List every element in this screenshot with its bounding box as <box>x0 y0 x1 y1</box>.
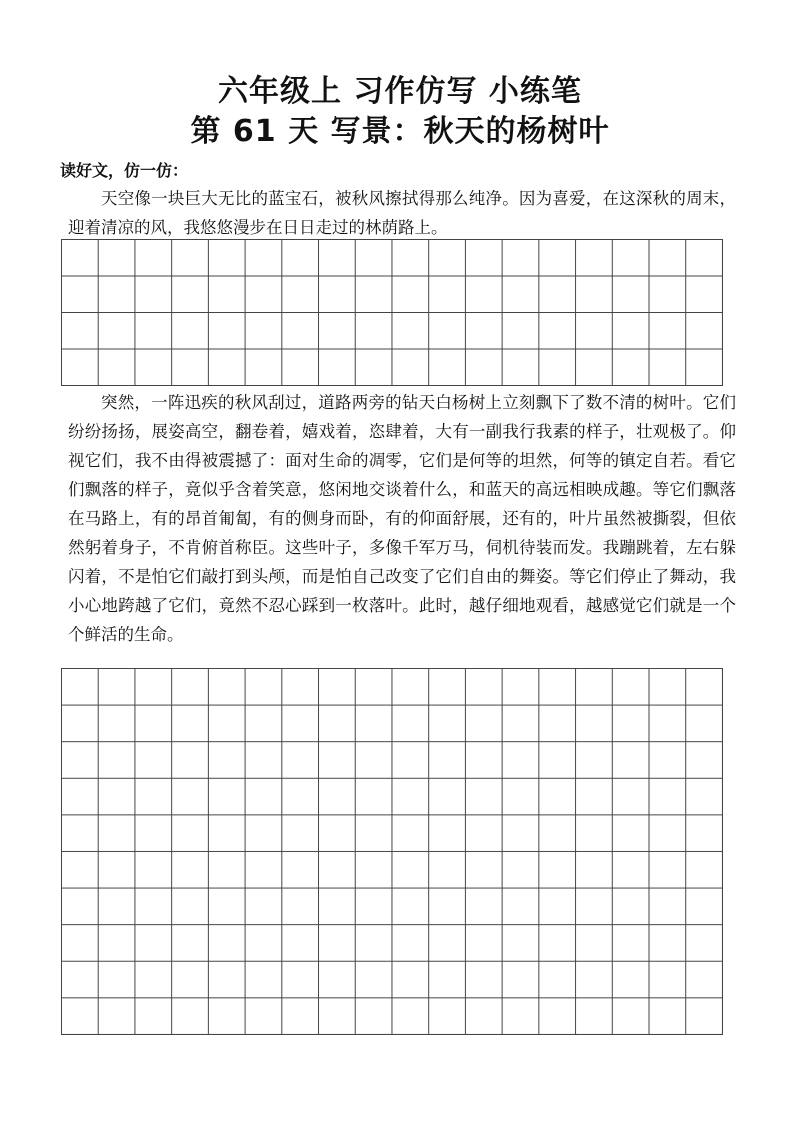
page-subtitle: 第 61 天 写景：秋天的杨树叶 <box>190 114 610 149</box>
passage-paragraph-1: 天空像一块巨大无比的蓝宝石，被秋风擦拭得那么纯净。因为喜爱，在这深秋的周末，迎着清凉的风，我悠悠漫步在日日走过的林荫路上。 <box>68 189 736 237</box>
writing-grid-2[interactable] <box>61 668 723 1035</box>
passage-paragraph-2: 突然，一阵迅疾的秋风刮过，道路两旁的钻天白杨树上立刻飘下了数不清的树叶。它们纷纷扬扬，展姿高空，翻卷着，嬉戏着，恣肆着，大有一副我行我素的样子，壮观极了。仰视它们，我不由得被震撼了：面对生命的凋零，它们是何等的坦然，何等的镇定自若。看它们飘落的样子，竟似乎含着笑意，悠闲地交谈着什么，和蓝天的高远相映成趣。等它们飘落在马路上，有的昂首匍匐，有的侧身而卧，有的仰面舒展，还有的，叶片虽然被撕裂，但依然躬着身子，不肯俯首称臣。这些叶子，多像千军万马，伺机待装而发。我蹦跳着，左右躲闪着，不是怕它们敲打到头颅，而是怕自己改变了它们自由的舞姿。等它们停止了舞动，我小心地跨越了它们，竟然不忍心踩到一枚落叶。此时，越仔细地观看，越感觉它们就是一个个鲜活的生命。 <box>68 393 736 644</box>
page-title: 六年级上 习作仿写 小练笔 <box>218 74 582 109</box>
writing-grid-1[interactable] <box>61 239 723 386</box>
section-label: 读好文，仿一仿： <box>60 161 189 180</box>
